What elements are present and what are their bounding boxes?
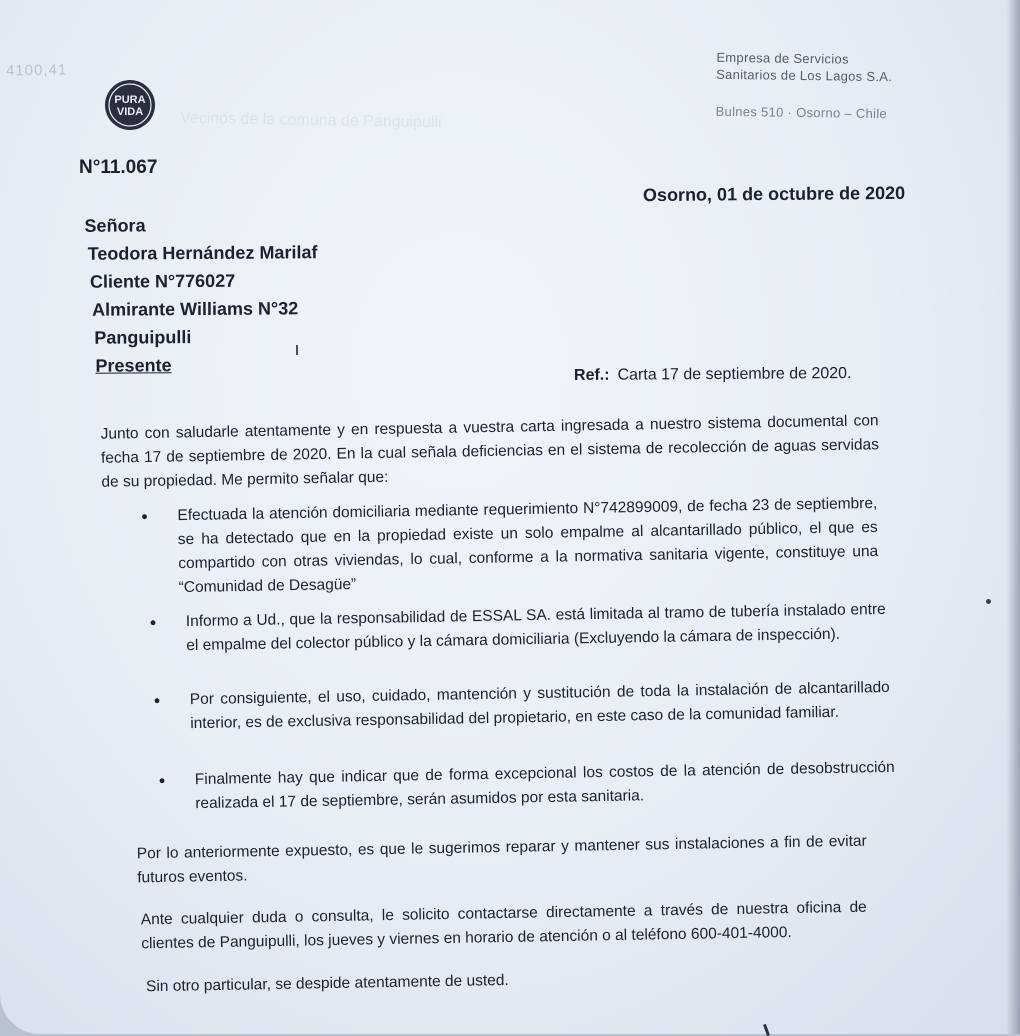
reference-line	[574, 365, 852, 385]
faint-bleed-through-text: Vecinos de la comuna de Panguipulli	[179, 109, 442, 132]
logo-text-line2: VIDA	[116, 106, 144, 118]
letter-date: Osorno, 01 de octubre de 2020	[642, 182, 906, 206]
company-address: Bulnes 510 · Osorno – Chile	[715, 103, 888, 122]
company-header	[716, 49, 893, 122]
intro-paragraph: Junto con saludarle atentamente y en respuesta a vuestra carta ingresada a nuestro sistema documental con fecha 17 de septiembre de 2020. En la cual señala deficiencias en el sistema de recolección de aguas servidas de su propiedad. Me permito señalar que:	[100, 412, 880, 491]
reference-text: Carta 17 de septiembre de 2020.	[617, 365, 852, 384]
ink-dot	[986, 599, 991, 604]
list-item	[153, 676, 891, 736]
recipient-presente: Presente	[95, 355, 172, 376]
closing-paragraph-contact: Ante cualquier duda o consulta, le solicito contactarse directamente a través de nuestra oficina de clientes de Panguipulli, los jueves y viernes en horario de atención o al teléfono 600-401-4000.	[140, 898, 867, 953]
bullet-icon: •	[149, 612, 157, 633]
recipient-name: Teodora Hernández Marilaf	[87, 242, 318, 264]
recipient-client-number: Cliente N°776027	[89, 270, 236, 292]
company-logo	[103, 78, 157, 132]
list-item	[158, 756, 896, 816]
list-item-text: Efectuada la atención domiciliaria mediante requerimiento N°742899009, de fecha 23 de septiembre, se ha detectado que en la propiedad existe un solo empalme al alcantarillado público, el que es compartido con otras viviendas, lo cual, conforme a la normativa sanitaria vigente, constituye una “Comunidad de Desagüe”	[177, 494, 879, 597]
bullet-icon: •	[153, 690, 161, 711]
page-edge-shadow	[1006, 0, 1020, 1034]
list-item-text: Por consiguiente, el uso, cuidado, mantención y sustitución de toda la instalación de alcantarillado interior, es de exclusiva responsabilidad del propietario, en este caso de la comunidad familiar.	[189, 678, 890, 733]
bullet-icon: •	[141, 506, 148, 527]
closing-paragraph-farewell: Sin otro particular, se despide atentamente de usted.	[145, 971, 509, 996]
bullet-icon: •	[158, 770, 166, 791]
closing-paragraph-suggestion: Por lo anteriormente expuesto, es que le sugerimos reparar y mantener sus instalaciones a fin de evitar futuros eventos.	[136, 832, 867, 887]
faint-reference-number: 4100,41	[5, 61, 68, 80]
list-item-text: Informo a Ud., que la responsabilidad de ESSAL SA. está limitada al tramo de tubería instalado entre el empalme del colector público y la cámara domiciliaria (Excluyendo la cámara de inspección).	[185, 600, 886, 655]
pen-mark	[763, 1024, 770, 1036]
recipient-address: Almirante Williams N°32	[92, 298, 299, 320]
logo-text-line1: PURA	[114, 94, 146, 106]
list-item	[149, 598, 887, 658]
list-item	[141, 492, 879, 600]
recipient-city: Panguipulli	[94, 327, 192, 348]
reference-label: Ref.:	[573, 366, 610, 384]
ink-mark	[296, 345, 298, 355]
company-name-line2: Sanitarios de Los Lagos S.A.	[716, 66, 893, 85]
document-number: N°11.067	[79, 157, 158, 178]
recipient-block	[84, 210, 318, 380]
list-item-text: Finalmente hay que indicar que de forma excepcional los costos de la atención de desobstrucción realizada el 17 de septiembre, serán asumidos por esta sanitaria.	[194, 758, 895, 813]
recipient-salutation: Señora	[84, 215, 146, 236]
company-name-line1: Empresa de Servicios	[716, 49, 849, 67]
